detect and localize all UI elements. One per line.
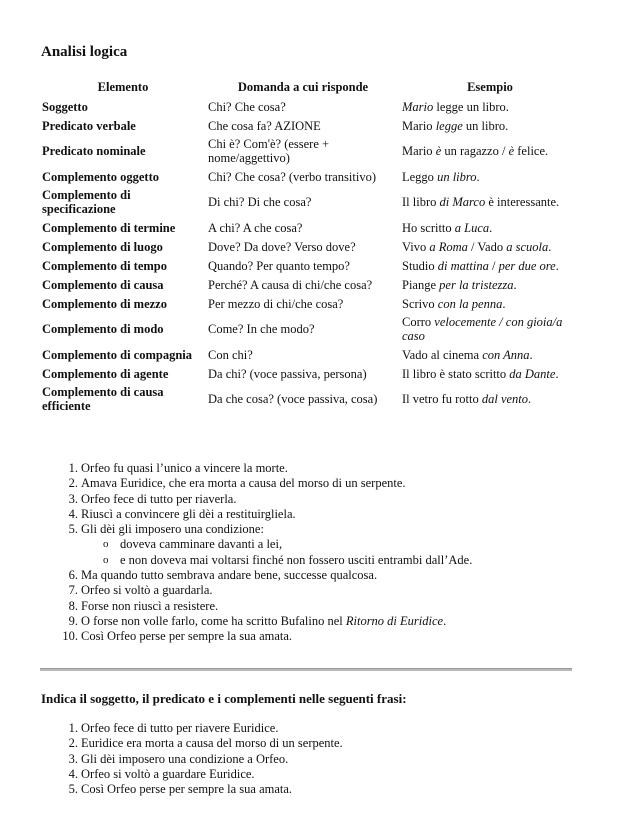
text-run: . <box>555 258 559 273</box>
header-element: Elemento <box>97 80 149 94</box>
item-number: 5. <box>68 782 78 797</box>
text-run: . <box>502 296 506 311</box>
question-cell: Chi è? Com'è? (essere + nome/aggettivo) <box>208 137 330 165</box>
text-run: Studio <box>402 258 438 273</box>
example-cell <box>400 135 580 167</box>
text-run: Amava Euridice, che era morta a causa del morso di un serpente. <box>81 476 406 491</box>
text-run: . <box>529 347 533 362</box>
text-run: Il libro <box>402 195 440 209</box>
example-cell <box>400 256 580 275</box>
italic-text: è <box>435 144 442 158</box>
item-text <box>81 599 218 614</box>
question-cell: Da chi? (voce passiva, persona) <box>208 366 367 381</box>
italic-text: a Roma <box>429 239 468 254</box>
item-number: 9. <box>68 613 78 628</box>
item-number: 7. <box>68 583 78 598</box>
element-cell: Complemento di causa efficiente <box>42 385 164 413</box>
element-cell: Complemento di termine <box>42 220 176 235</box>
italic-text: per la tristezza <box>439 277 514 292</box>
question-cell: Come? In che modo? <box>208 322 315 336</box>
italic-text: da Dante <box>509 366 556 381</box>
example-cell <box>400 167 580 186</box>
example-cell <box>400 345 580 364</box>
item-number: 2. <box>68 476 78 491</box>
example-cell <box>400 186 580 218</box>
text-run: un libro. <box>462 118 509 133</box>
item-number: 10. <box>62 629 78 644</box>
text-run: . <box>476 169 480 184</box>
question-cell: Con chi? <box>208 347 253 362</box>
italic-text: con la penna <box>437 296 503 311</box>
italic-text: con Anna <box>482 347 530 362</box>
text-run: è interessante. <box>485 195 560 209</box>
question-cell: Di chi? Di che cosa? <box>208 195 312 209</box>
item-number: 4. <box>68 506 78 521</box>
text-run: Ho scritto <box>402 220 455 235</box>
text-run: . <box>528 392 532 406</box>
table-body <box>40 97 580 415</box>
item-number: 3. <box>68 751 78 766</box>
circle-bullet-icon: o <box>103 538 109 551</box>
element-cell: Complemento di modo <box>42 322 164 336</box>
table-row <box>40 116 580 135</box>
text-run: Mario <box>402 144 436 158</box>
item-text <box>81 492 236 507</box>
question-cell: Da che cosa? (voce passiva, cosa) <box>208 392 378 406</box>
text-run: Leggo <box>402 169 438 184</box>
item-text: Orfeo fece di tutto per riavere Euridice. <box>81 721 279 735</box>
text-run: Vivo <box>402 239 430 254</box>
element-cell: Complemento di agente <box>42 366 169 381</box>
table-row <box>40 364 580 383</box>
text-run: . <box>548 239 552 254</box>
text-run: . <box>513 277 517 292</box>
text-run: . <box>443 613 447 628</box>
sub-item-text: e non doveva mai voltarsi finché non fossero usciti entrambi dall’Ade. <box>120 552 473 567</box>
text-run: / Vado <box>467 239 507 254</box>
table-row <box>40 313 580 345</box>
element-cell: Complemento di luogo <box>42 239 163 254</box>
text-run: Il libro è stato scritto <box>402 366 510 381</box>
text-run: Piange <box>402 277 440 292</box>
item-text: Così Orfeo perse per sempre la sua amata. <box>81 782 293 797</box>
example-cell <box>400 294 580 313</box>
page-title: Analisi logica <box>41 44 128 60</box>
question-cell: Dove? Da dove? Verso dove? <box>208 239 356 254</box>
table-row <box>40 135 580 167</box>
item-number: 6. <box>68 568 78 583</box>
element-cell: Complemento di mezzo <box>42 296 167 311</box>
item-text <box>81 522 264 537</box>
question-cell: Perché? A causa di chi/che cosa? <box>208 277 373 292</box>
item-text <box>81 507 296 522</box>
item-text: Euridice era morta a causa del morso di un serpente. <box>81 736 343 751</box>
item-text <box>81 583 213 598</box>
italic-text: Mario <box>402 99 434 114</box>
divider <box>40 668 572 671</box>
text-run: O forse non volle farlo, come ha scritto Bufalino nel <box>81 613 346 628</box>
italic-text: dal vento <box>481 392 529 406</box>
item-text: Orfeo si voltò a guardare Euridice. <box>81 766 255 781</box>
sub-item-text: doveva camminare davanti a lei, <box>120 537 283 552</box>
text-run: Orfeo fu quasi l’unico a vincere la morte. <box>81 461 288 475</box>
italic-text: per due ore <box>498 258 556 273</box>
text-run: Forse non riuscì a resistere. <box>81 598 219 613</box>
item-text <box>81 568 377 583</box>
element-cell: Complemento di compagnia <box>42 347 192 362</box>
table-row <box>40 294 580 313</box>
italic-text: a Luca <box>454 220 490 235</box>
table-row <box>40 97 580 116</box>
text-run: Ma quando tutto sembrava andare bene, successe qualcosa. <box>81 568 378 583</box>
question-cell: A chi? A che cosa? <box>208 220 303 235</box>
question-cell: Chi? Che cosa? (verbo transitivo) <box>208 169 377 184</box>
question-cell: Chi? Che cosa? <box>208 99 286 114</box>
text-run: / <box>488 258 499 273</box>
item-text: Gli dèi imposero una condizione a Orfeo. <box>81 751 289 766</box>
text-run: Orfeo fece di tutto per riaverla. <box>81 491 237 506</box>
item-number: 1. <box>68 461 78 475</box>
italic-text: un libro <box>437 169 477 184</box>
text-run: Gli dèi gli imposero una condizione: <box>81 522 264 537</box>
example-cell <box>400 275 580 294</box>
italic-text: Ritorno di Euridice <box>345 613 444 628</box>
table-row <box>40 275 580 294</box>
table-row <box>40 167 580 186</box>
text-run: Orfeo si voltò a guardarla. <box>81 583 213 598</box>
example-cell <box>400 97 580 116</box>
item-number: 5. <box>68 522 78 537</box>
example-cell <box>400 364 580 383</box>
italic-text: a scuola <box>506 239 549 254</box>
italic-text: legge <box>435 118 463 133</box>
element-cell: Predicato nominale <box>42 144 146 158</box>
table-row <box>40 237 580 256</box>
item-number: 1. <box>68 721 78 735</box>
table-row <box>40 186 580 218</box>
example-cell <box>400 116 580 135</box>
example-cell <box>400 383 580 415</box>
circle-bullet-icon: o <box>103 553 109 566</box>
element-cell: Soggetto <box>42 99 88 114</box>
element-cell: Complemento di causa <box>42 277 164 292</box>
italic-text: velocemente / con gioia/a caso <box>402 315 563 343</box>
example-cell <box>400 237 580 256</box>
text-run: Corro <box>402 315 435 329</box>
text-run: Così Orfeo perse per sempre la sua amata. <box>81 629 293 644</box>
italic-text: di Marco <box>439 195 486 209</box>
header-question: Domanda a cui risponde <box>237 80 369 94</box>
item-text <box>81 614 446 629</box>
table-row <box>40 256 580 275</box>
text-run: un ragazzo / <box>441 144 509 158</box>
element-cell: Complemento oggetto <box>42 169 159 184</box>
item-number: 8. <box>68 598 78 613</box>
text-run: . <box>555 366 559 381</box>
text-run: felice. <box>514 144 549 158</box>
italic-text: è <box>508 144 515 158</box>
item-text <box>81 461 288 476</box>
element-cell: Predicato verbale <box>42 118 136 133</box>
text-run: Riuscì a convincere gli dèi a restituirgliela. <box>81 506 296 521</box>
table-row <box>40 345 580 364</box>
table-row <box>40 383 580 415</box>
element-cell: Complemento di specificazione <box>42 188 131 216</box>
question-cell: Che cosa fa? AZIONE <box>208 118 321 133</box>
item-text <box>81 629 292 644</box>
text-run: . <box>489 220 493 235</box>
text-run: Il vetro fu rotto <box>402 392 482 406</box>
analysis-table <box>40 78 580 415</box>
question-cell: Per mezzo di chi/che cosa? <box>208 296 344 311</box>
exercise-heading: Indica il soggetto, il predicato e i complementi nelle seguenti frasi: <box>41 691 407 706</box>
item-number: 2. <box>68 736 78 751</box>
example-cell <box>400 218 580 237</box>
text-run: Vado al cinema <box>402 347 483 362</box>
item-number: 4. <box>68 766 78 781</box>
question-cell: Quando? Per quanto tempo? <box>208 258 350 273</box>
element-cell: Complemento di tempo <box>42 258 167 273</box>
header-example: Esempio <box>467 80 513 94</box>
table-row <box>40 218 580 237</box>
item-number: 3. <box>68 491 78 506</box>
table-header-row <box>40 78 580 97</box>
example-cell <box>400 313 580 345</box>
text-run: Scrivo <box>402 296 438 311</box>
text-run: legge un libro. <box>433 99 509 114</box>
text-run: Mario <box>402 118 436 133</box>
item-text <box>81 476 406 491</box>
italic-text: di mattina <box>437 258 489 273</box>
